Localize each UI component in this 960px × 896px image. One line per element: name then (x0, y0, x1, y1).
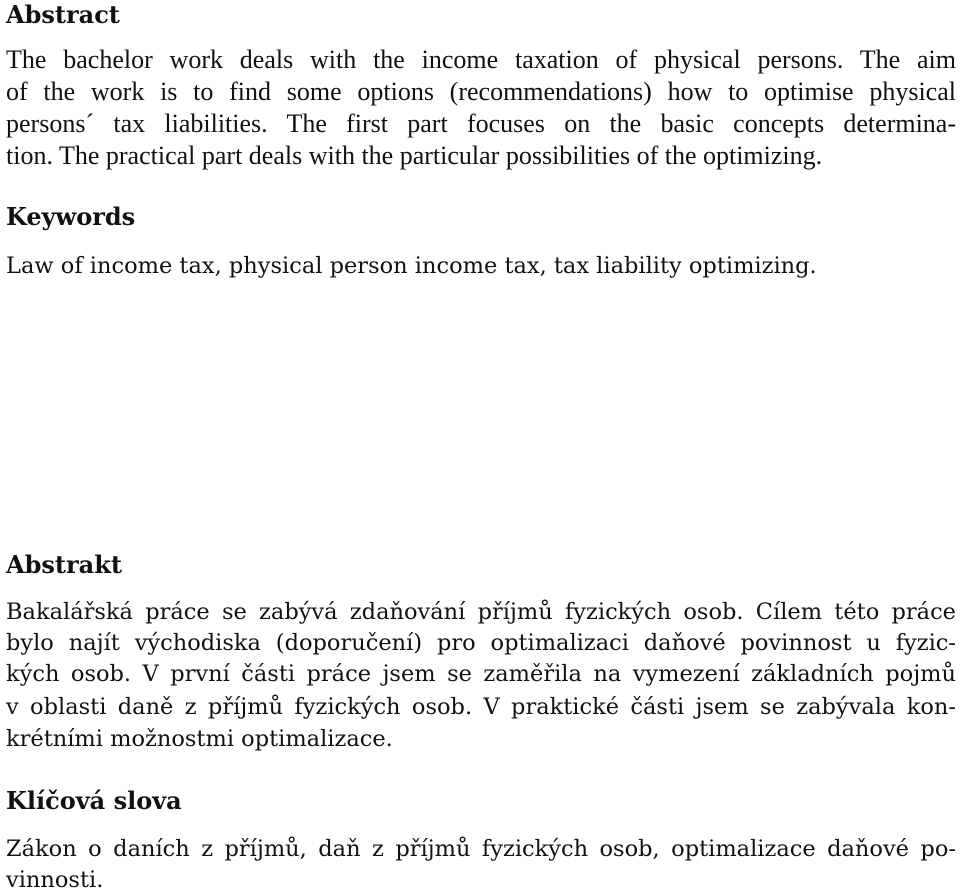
abstrakt-line: kých osob. V první části práce jsem se zaměřila na vymezení základních pojmů (6, 661, 956, 687)
abstrakt-line: krétními možnostmi optimalizace. (6, 726, 393, 752)
keywords-text: Law of income tax, physical person income tax, tax liability optimizing. (6, 253, 817, 279)
klicova-slova-heading: Klíčová slova (6, 786, 182, 815)
keywords-heading: Keywords (6, 202, 136, 231)
abstrakt-line: Bakalářská práce se zabývá zdaňování příjmů fyzických osob. Cílem této práce (6, 599, 956, 625)
abstract-line: persons´ tax liabilities. The first part focuses on the basic concepts determina- (6, 109, 956, 138)
abstract-line: tion. The practical part deals with the particular possibilities of the optimizing. (6, 141, 823, 170)
abstrakt-line: v oblasti daně z příjmů fyzických osob. V praktické části jsem se zabývala kon- (6, 694, 956, 720)
abstrakt-line: bylo najít východiska (doporučení) pro optimalizaci daňové povinnost u fyzic- (6, 630, 956, 656)
abstract-line: of the work is to find some options (recommendations) how to optimise physical (6, 77, 956, 106)
klicova-slova-line: Zákon o daních z příjmů, daň z příjmů fyzických osob, optimalizace daňové po- (6, 836, 956, 862)
klicova-slova-line: vinnosti. (6, 867, 104, 893)
abstrakt-heading: Abstrakt (6, 550, 122, 579)
abstract-heading: Abstract (6, 0, 120, 29)
abstract-line: The bachelor work deals with the income taxation of physical persons. The aim (6, 45, 956, 74)
